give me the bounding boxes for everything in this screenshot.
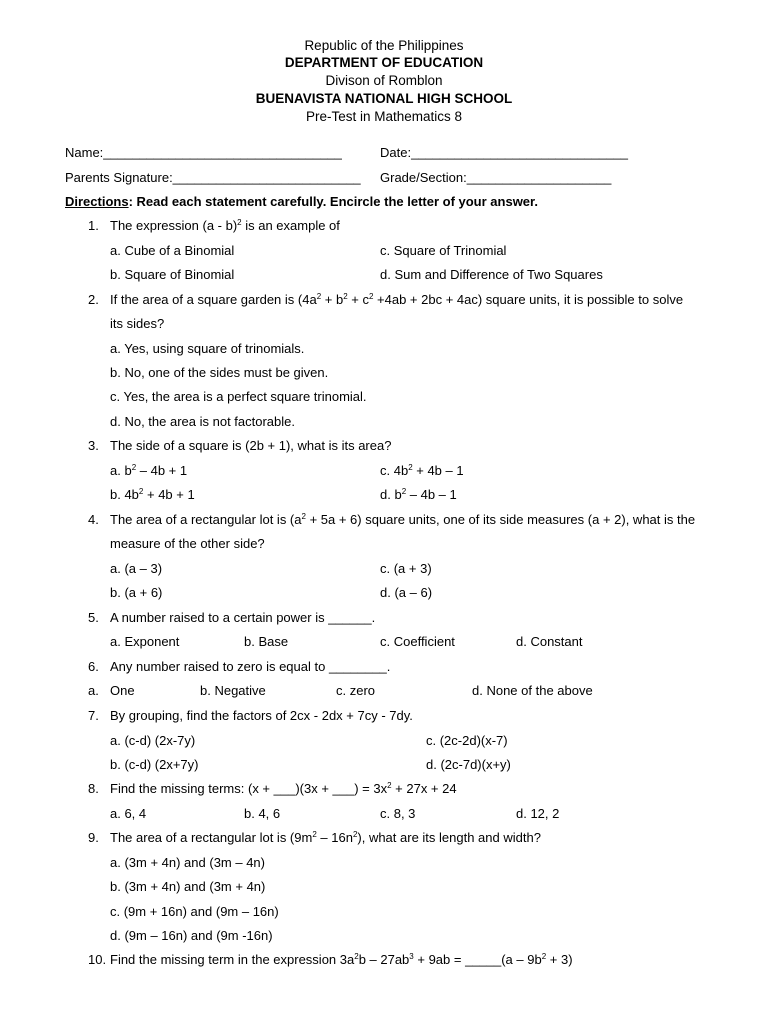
q4-stem-line2: measure of the other side?	[110, 536, 265, 551]
q6-stem: Any number raised to zero is equal to ________.	[110, 659, 391, 674]
q9-option-b: b. (3m + 4n) and (3m + 4n)	[110, 879, 266, 894]
q9-stem-part: – 16n	[316, 830, 353, 845]
q8-option-b: b. 4, 6	[244, 806, 281, 821]
q7-option-b: b. (c-d) (2x+7y)	[110, 757, 199, 772]
q10-number: 10.	[88, 952, 107, 967]
q9-exponent: 2	[352, 830, 358, 839]
q1-stem-exponent: 2	[237, 218, 242, 227]
directions-text: : Read each statement carefully. Encircle the letter of your answer.	[128, 194, 538, 209]
q10-exponent: 3	[409, 952, 414, 961]
q9-exponent: 2	[312, 830, 317, 839]
q7-option-c: c. (2c-2d)(x-7)	[426, 733, 508, 748]
q5-option-b: b. Base	[244, 634, 289, 649]
header-republic: Republic of the Philippines	[304, 38, 464, 53]
q2-stem-part: + c	[347, 292, 369, 307]
q3-option-part: + 4b + 1	[143, 487, 195, 502]
q2-stem-part: +4ab + 2bc + 4ac) square units, it is possible to solve	[373, 292, 684, 307]
q9-option-c: c. (9m + 16n) and (9m – 16n)	[110, 904, 279, 919]
q3-option-part: – 4b + 1	[136, 463, 188, 478]
q2-option-d: d. No, the area is not factorable.	[110, 414, 295, 429]
grade-section-field: Grade/Section:____________________	[380, 170, 612, 185]
q1-option-c: c. Square of Trinomial	[380, 243, 507, 258]
q2-stem	[110, 292, 683, 308]
directions	[65, 194, 538, 210]
q4-exponent: 2	[301, 512, 306, 521]
q3-option-part: – 4b – 1	[406, 487, 457, 502]
q3-exponent: 2	[138, 487, 144, 496]
q10-exponent: 2	[354, 952, 359, 961]
q2-stem-line2: its sides?	[110, 316, 165, 331]
q3-option-a	[110, 463, 187, 479]
q2-option-a: a. Yes, using square of trinomials.	[110, 341, 305, 356]
q2-exponent: 2	[316, 292, 322, 301]
q8-number: 8.	[88, 781, 99, 796]
q4-option-b: b. (a + 6)	[110, 585, 163, 600]
q3-option-part: b. 4b	[110, 487, 139, 502]
q4-stem-part: + 5a + 6) square units, one of its side measures (a + 2), what is the	[305, 512, 696, 527]
q3-option-b	[110, 487, 195, 503]
q5-number: 5.	[88, 610, 99, 625]
q10-stem-part: b – 27ab	[358, 952, 410, 967]
q2-option-c: c. Yes, the area is a perfect square trinomial.	[110, 389, 367, 404]
q10-stem-part: + 9ab = _____(a – 9b	[413, 952, 542, 967]
q2-number: 2.	[88, 292, 99, 307]
q8-option-c: c. 8, 3	[380, 806, 416, 821]
q8-option-a: a. 6, 4	[110, 806, 147, 821]
q3-exponent: 2	[401, 487, 407, 496]
q1-option-d: d. Sum and Difference of Two Squares	[380, 267, 603, 282]
q6-option-c: c. zero	[336, 683, 376, 698]
q4-stem	[110, 512, 695, 528]
header-school: BUENAVISTA NATIONAL HIGH SCHOOL	[255, 91, 513, 106]
q3-option-part: a. b	[110, 463, 132, 478]
q7-stem: By grouping, find the factors of 2cx - 2dx + 7cy - 7dy.	[110, 708, 413, 723]
q8-stem	[110, 781, 457, 797]
q9-option-d: d. (9m – 16n) and (9m -16n)	[110, 928, 273, 943]
q5-option-d: d. Constant	[516, 634, 583, 649]
q3-option-d	[380, 487, 457, 503]
q10-stem-part: Find the missing term in the expression 3a	[110, 952, 355, 967]
q5-option-a: a. Exponent	[110, 634, 180, 649]
q2-exponent: 2	[343, 292, 348, 301]
q1-stem-part: is an example of	[241, 218, 340, 233]
q4-option-d: d. (a – 6)	[380, 585, 433, 600]
name-field: Name:_________________________________	[65, 145, 342, 160]
q2-stem-part: + b	[321, 292, 344, 307]
q8-exponent: 2	[387, 781, 392, 790]
q1-number: 1.	[88, 218, 99, 233]
q5-stem: A number raised to a certain power is ______.	[110, 610, 376, 625]
q6-option-a-text: One	[110, 683, 135, 698]
directions-label: Directions	[65, 194, 129, 209]
q3-option-part: + 4b – 1	[412, 463, 464, 478]
q6-option-a-letter: a.	[88, 683, 99, 698]
q1-option-b: b. Square of Binomial	[110, 267, 235, 282]
q6-number: 6.	[88, 659, 99, 674]
q2-option-b: b. No, one of the sides must be given.	[110, 365, 329, 380]
q1-option-a: a. Cube of a Binomial	[110, 243, 235, 258]
q8-stem-part: + 27x + 24	[391, 781, 457, 796]
q7-option-a: a. (c-d) (2x-7y)	[110, 733, 196, 748]
q9-stem-part: ), what are its length and width?	[357, 830, 541, 845]
q9-option-a: a. (3m + 4n) and (3m – 4n)	[110, 855, 265, 870]
header-division: Divison of Romblon	[325, 73, 443, 88]
q3-option-part: d. b	[380, 487, 402, 502]
q3-option-part: c. 4b	[380, 463, 409, 478]
q3-exponent: 2	[408, 463, 413, 472]
q4-stem-part: The area of a rectangular lot is (a	[110, 512, 302, 527]
q6-option-b: b. Negative	[200, 683, 266, 698]
q10-exponent: 2	[541, 952, 547, 961]
q1-stem-part: The expression (a - b)	[110, 218, 238, 233]
parents-signature-field: Parents Signature:__________________________	[65, 170, 361, 185]
q4-number: 4.	[88, 512, 99, 527]
header-department: DEPARTMENT OF EDUCATION	[284, 55, 484, 70]
q3-option-c	[380, 463, 464, 479]
q9-stem	[110, 830, 541, 846]
q5-option-c: c. Coefficient	[380, 634, 455, 649]
date-field: Date:______________________________	[380, 145, 628, 160]
q3-exponent: 2	[131, 463, 137, 472]
q3-number: 3.	[88, 438, 99, 453]
q9-stem-part: The area of a rectangular lot is (9m	[110, 830, 313, 845]
q10-stem-part: + 3)	[546, 952, 573, 967]
q4-option-a: a. (a – 3)	[110, 561, 163, 576]
q3-stem: The side of a square is (2b + 1), what is its area?	[110, 438, 392, 453]
q8-stem-part: Find the missing terms: (x + ___)(3x + ___) = 3x	[110, 781, 388, 796]
q2-stem-part: If the area of a square garden is (4a	[110, 292, 317, 307]
q8-option-d: d. 12, 2	[516, 806, 560, 821]
header-test-title: Pre-Test in Mathematics 8	[305, 109, 463, 124]
q7-option-d: d. (2c-7d)(x+y)	[426, 757, 511, 772]
q1-stem	[110, 218, 340, 234]
q9-number: 9.	[88, 830, 99, 845]
q7-number: 7.	[88, 708, 99, 723]
q10-stem	[110, 952, 573, 968]
q4-option-c: c. (a + 3)	[380, 561, 432, 576]
q6-option-d: d. None of the above	[472, 683, 593, 698]
q2-exponent: 2	[368, 292, 374, 301]
